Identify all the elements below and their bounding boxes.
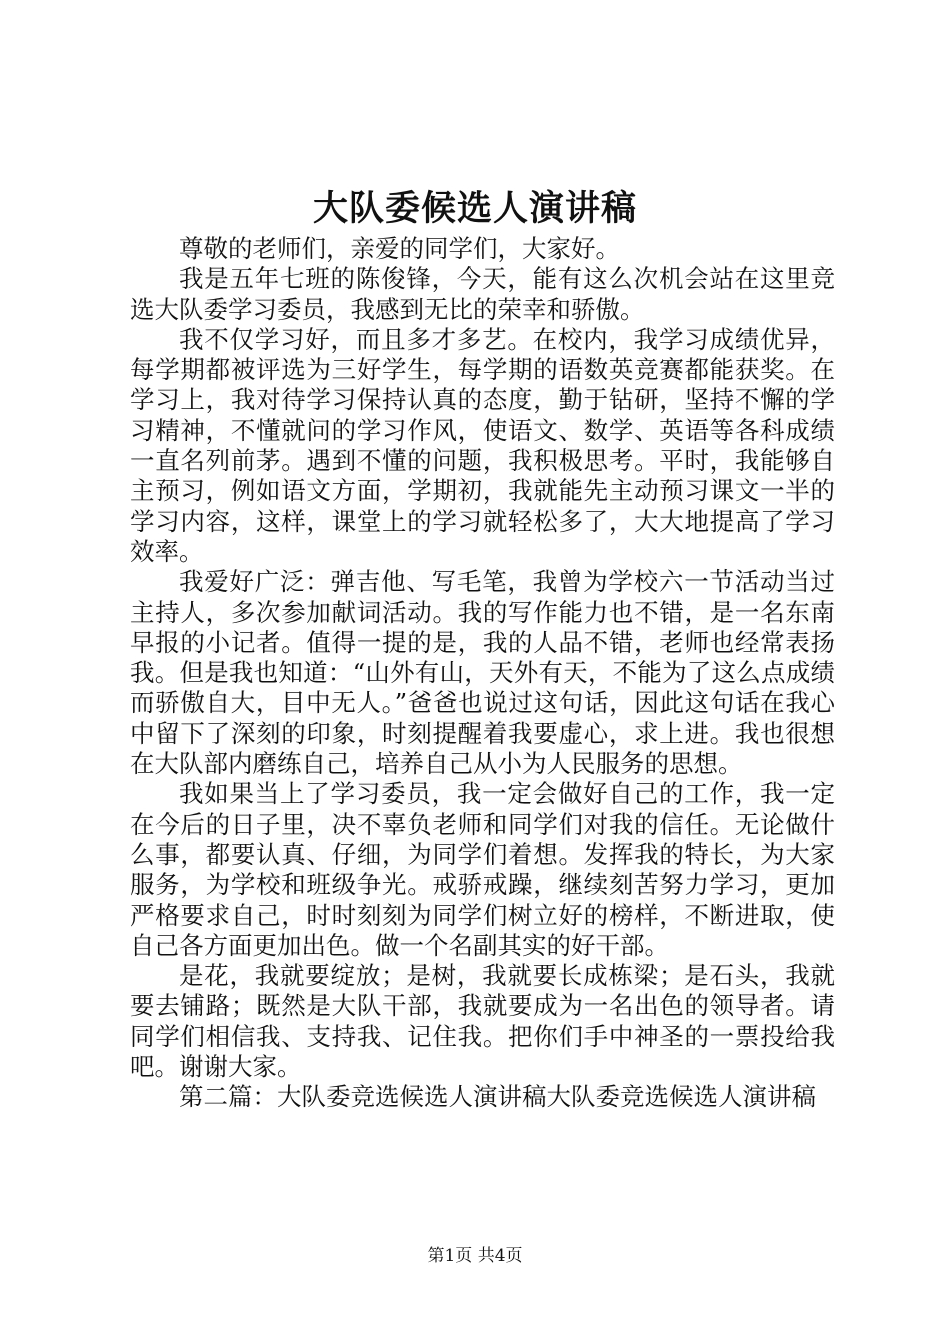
paragraph-greeting: 尊敬的老师们，亲爱的同学们，大家好。 xyxy=(179,234,620,263)
paragraph-hobbies: 我爱好广泛：弹吉他、写毛笔，我曾为学校六一节活动当过主持人，多次参加献词活动。我的写作能力也不错，是一名东南早报的小记者。值得一提的是，我的人品不错，老师也经常表扬我。但是我也知道：“山外有山，天外有天，不能为了这么点成绩而骄傲自大，目中无人。”爸爸也说过这句话，因此这句话在我心中留下了深刻的印象，时刻提醒着我要虚心，求上进。我也很想在大队部内磨练自己，培养自己从小为人民服务的思想。 xyxy=(130,567,835,779)
paragraph-introduction: 我是五年七班的陈俊锋，今天，能有这么次机会站在这里竞选大队委学习委员，我感到无比的荣幸和骄傲。 xyxy=(130,264,835,324)
paragraph-closing: 是花，我就要绽放；是树，我就要长成栋梁；是石头，我就要去铺路；既然是大队干部，我就要成为一名出色的领导者。请同学们相信我、支持我、记住我。把你们手中神圣的一票投给我吧。谢谢大家。 xyxy=(130,961,835,1082)
paragraph-second-article-heading: 第二篇：大队委竞选候选人演讲稿大队委竞选候选人演讲稿 xyxy=(179,1082,816,1112)
document-title: 大队委候选人演讲稿 xyxy=(312,188,637,229)
document-body xyxy=(130,234,835,1113)
paragraph-academics: 我不仅学习好，而且多才多艺。在校内，我学习成绩优异，每学期都被评选为三好学生，每学期的语数英竞赛都能获奖。在学习上，我对待学习保持认真的态度，勤于钻研，坚持不懈的学习精神，不懂就问的学习作风，使语文、数学、英语等各科成绩一直名列前茅。遇到不懂的问题，我积极思考。平时，我能够自主预习，例如语文方面，学期初，我就能先主动预习课文一半的学习内容，这样，课堂上的学习就轻松多了，大大地提高了学习效率。 xyxy=(130,324,835,566)
page-number: 第1页 共4页 xyxy=(427,1246,523,1266)
paragraph-commitment: 我如果当上了学习委员，我一定会做好自己的工作，我一定在今后的日子里，决不辜负老师和同学们对我的信任。无论做什么事，都要认真、仔细，为同学们着想。发挥我的特长，为大家服务，为学校和班级争光。戒骄戒躁，继续刻苦努力学习，更加严格要求自己，时时刻刻为同学们树立好的榜样，不断进取，使自己各方面更加出色。做一个名副其实的好干部。 xyxy=(130,779,835,960)
